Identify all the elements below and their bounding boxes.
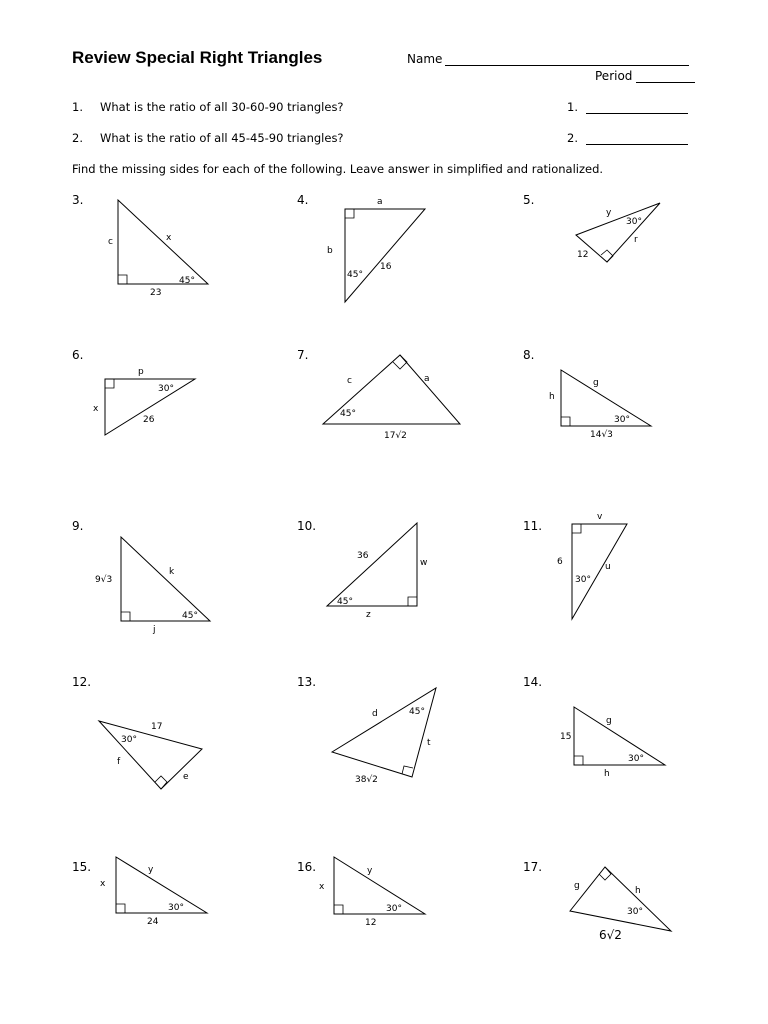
answer-2-number: 2. <box>567 131 578 145</box>
side-label: 6 <box>557 557 563 567</box>
side-label: d <box>372 709 378 719</box>
angle-label: 30° <box>626 217 642 227</box>
problem-number: 4. <box>297 193 309 207</box>
question-1-number: 1. <box>72 100 83 114</box>
angle-label: 30° <box>628 754 644 764</box>
angle-label: 30° <box>121 735 137 745</box>
triangle-figure-9 <box>95 537 210 635</box>
side-label: c <box>108 237 113 247</box>
triangle-figure-15 <box>100 857 207 927</box>
side-label: x <box>100 879 106 889</box>
angle-label: 45° <box>340 409 356 419</box>
angle-label: 30° <box>168 903 184 913</box>
triangle-figure-14 <box>560 707 665 779</box>
angle-label: 30° <box>158 384 174 394</box>
side-label: g <box>593 378 599 388</box>
problem-number: 16. <box>297 860 317 874</box>
answer-1-number: 1. <box>567 100 578 114</box>
side-label: p <box>138 367 144 377</box>
problem-number: 13. <box>297 675 317 689</box>
side-label: f <box>117 757 121 767</box>
problem-number: 6. <box>72 348 84 362</box>
side-label: 24 <box>147 917 159 927</box>
question-2-text: What is the ratio of all 45-45-90 triangles? <box>100 131 344 145</box>
name-label: Name <box>407 52 443 66</box>
problem-number: 7. <box>297 348 309 362</box>
side-label: h <box>549 392 555 402</box>
side-label: x <box>93 404 99 414</box>
side-label: h <box>635 886 641 896</box>
side-label: 26 <box>143 415 155 425</box>
side-label: r <box>634 235 638 245</box>
side-label: 14√3 <box>590 430 613 440</box>
angle-label: 45° <box>179 276 195 286</box>
question-1-text: What is the ratio of all 30-60-90 triangles? <box>100 100 344 114</box>
angle-label: 45° <box>409 707 425 717</box>
problem-number: 3. <box>72 193 84 207</box>
side-label: w <box>420 558 428 568</box>
page-title: Review Special Right Triangles <box>72 48 323 67</box>
triangle-figure-3 <box>108 200 208 298</box>
side-label: 15 <box>560 732 572 742</box>
side-label: g <box>606 716 612 726</box>
triangle-figure-17 <box>570 867 671 942</box>
side-label: z <box>366 610 371 620</box>
side-label: j <box>153 625 156 635</box>
triangle-figure-6 <box>93 367 195 435</box>
side-label: 12 <box>577 250 589 260</box>
angle-label: 45° <box>182 611 198 621</box>
side-label: y <box>367 866 373 876</box>
angle-label: 45° <box>347 270 363 280</box>
side-label: 16 <box>380 262 392 272</box>
triangle-figure-8 <box>549 370 651 440</box>
problem-number: 15. <box>72 860 92 874</box>
side-label: c <box>347 376 352 386</box>
angle-label: 45° <box>337 597 353 607</box>
problem-number: 10. <box>297 519 317 533</box>
side-label: b <box>327 246 333 256</box>
side-label: 17√2 <box>384 431 407 441</box>
triangle-figure-4 <box>327 197 425 302</box>
side-label: x <box>166 233 172 243</box>
angle-label: 30° <box>614 415 630 425</box>
triangle-figure-12 <box>99 721 202 789</box>
side-label: y <box>148 865 154 875</box>
triangle-figure-10 <box>327 523 427 620</box>
side-label: g <box>574 881 580 891</box>
problem-number: 8. <box>523 348 535 362</box>
side-label: x <box>319 882 325 892</box>
side-label: 6√2 <box>599 928 622 942</box>
triangle-figure-13 <box>332 688 436 785</box>
problem-number: 14. <box>523 675 543 689</box>
side-label: 38√2 <box>355 775 378 785</box>
side-label: h <box>604 769 610 779</box>
period-label: Period <box>595 69 633 83</box>
instructions: Find the missing sides for each of the following. Leave answer in simplified and rationalized. <box>72 162 604 176</box>
angle-label: 30° <box>386 904 402 914</box>
side-label: 12 <box>365 918 377 928</box>
triangle-figure-11 <box>557 512 627 619</box>
problem-number: 17. <box>523 860 543 874</box>
triangle-figure-7 <box>323 355 460 441</box>
side-label: 36 <box>357 551 369 561</box>
triangle-figure-5 <box>576 203 660 262</box>
side-label: a <box>424 374 430 384</box>
side-label: v <box>597 512 603 522</box>
side-label: u <box>605 562 611 572</box>
angle-label: 30° <box>575 575 591 585</box>
problem-number: 9. <box>72 519 84 533</box>
side-label: 17 <box>151 722 163 732</box>
angle-label: 30° <box>627 907 643 917</box>
side-label: 9√3 <box>95 575 113 585</box>
problem-number: 11. <box>523 519 543 533</box>
problem-number: 12. <box>72 675 92 689</box>
question-2-number: 2. <box>72 131 83 145</box>
triangle-figure-16 <box>319 857 425 928</box>
side-label: a <box>377 197 383 207</box>
side-label: y <box>606 208 612 218</box>
problem-number: 5. <box>523 193 535 207</box>
side-label: k <box>169 567 175 577</box>
side-label: t <box>427 738 431 748</box>
side-label: 23 <box>150 288 162 298</box>
side-label: e <box>183 772 189 782</box>
